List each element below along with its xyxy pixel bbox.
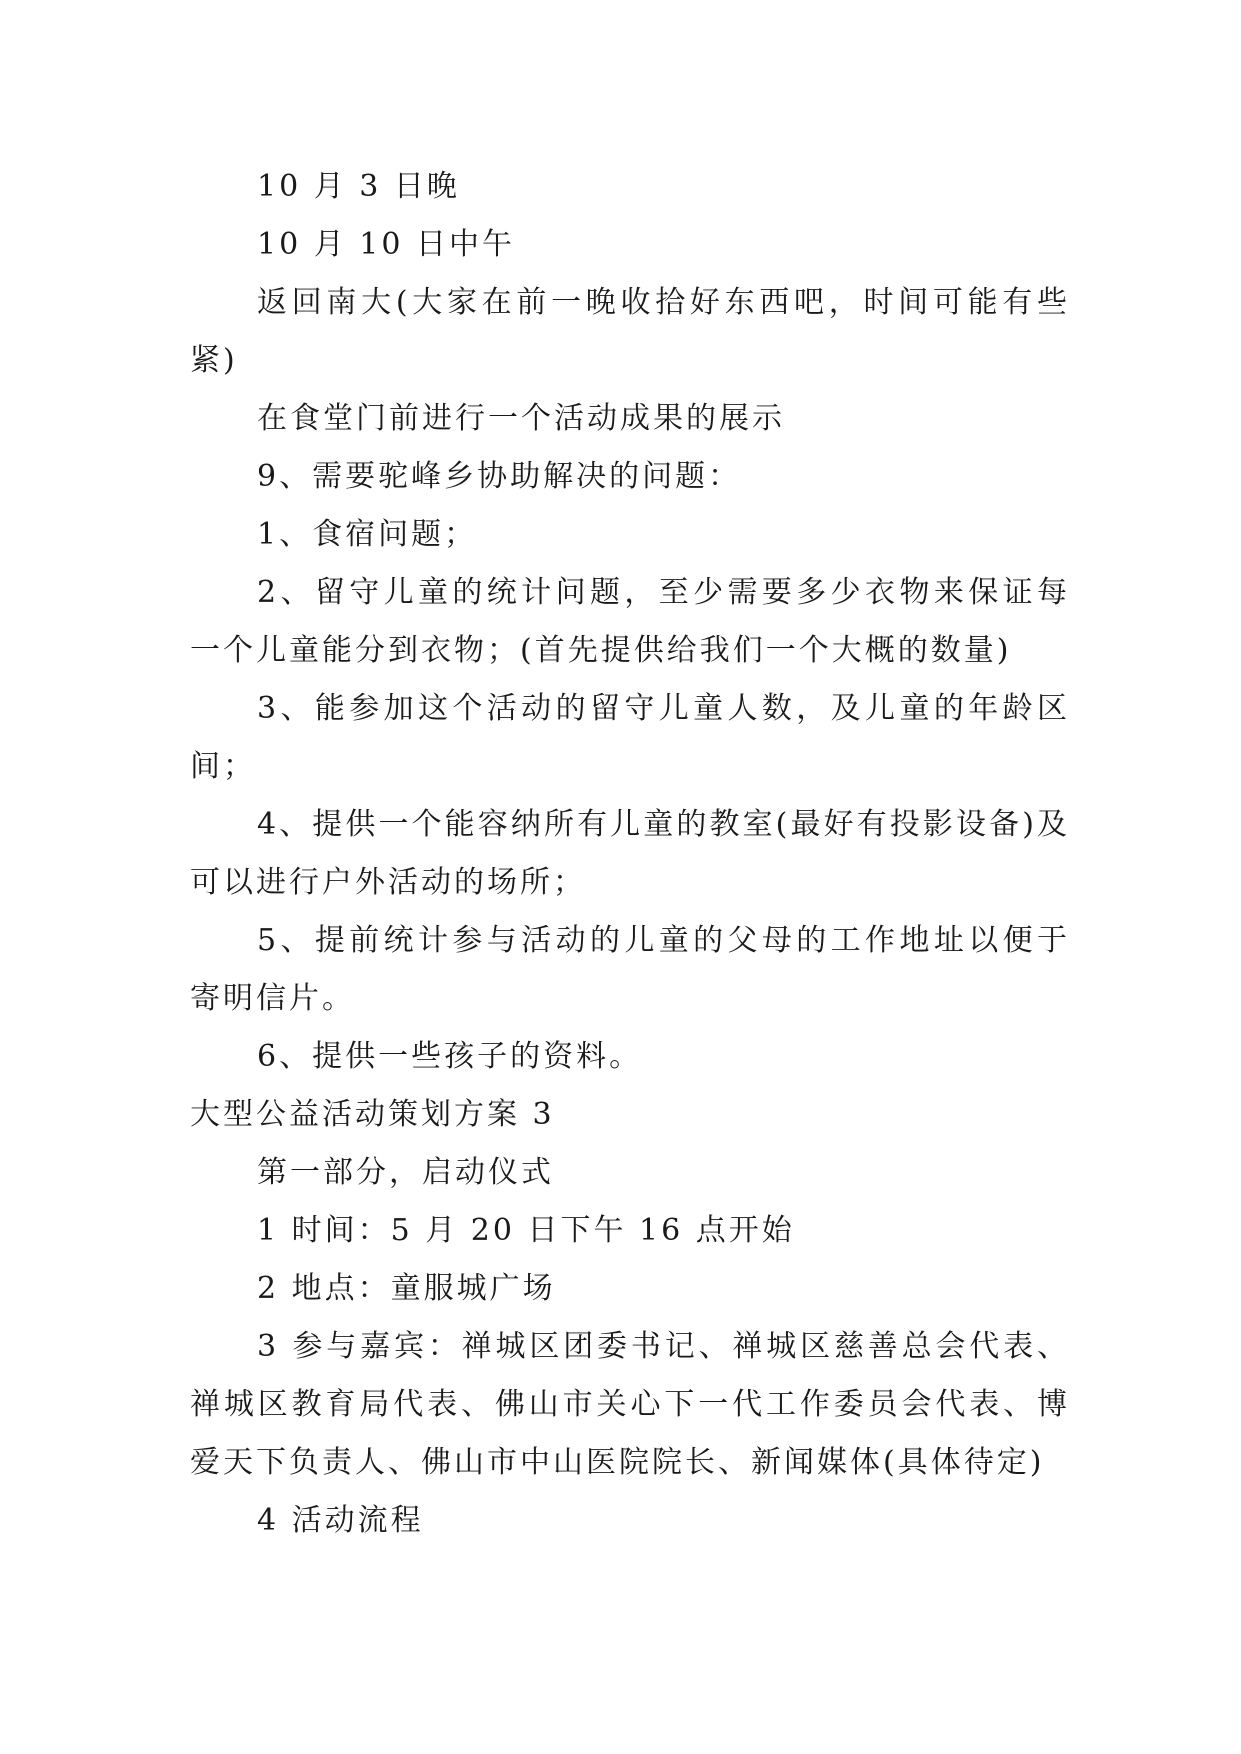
paragraph-time: 1 时间：5 月 20 日下午 16 点开始 [257, 1213, 795, 1248]
paragraph-date-oct-3: 10 月 3 日晚 [257, 169, 460, 204]
document-body [190, 158, 1070, 1550]
paragraph-return: 返回南大(大家在前一晚收拾好东西吧，时间可能有些紧) [190, 285, 1070, 378]
paragraph-guests: 3 参与嘉宾：禅城区团委书记、禅城区慈善总会代表、禅城区教育局代表、佛山市关心下一代工作委员会代表、博爱天下负责人、佛山市中山医院院长、新闻媒体(具体待定) [190, 1329, 1070, 1480]
list-item-5: 5、提前统计参与活动的儿童的父母的工作地址以便于寄明信片。 [190, 923, 1070, 1016]
paragraph-date-oct-10: 10 月 10 日中午 [257, 227, 515, 262]
paragraph-section-9: 9、需要驼峰乡协助解决的问题： [257, 459, 742, 494]
list-item-6: 6、提供一些孩子的资料。 [257, 1039, 643, 1074]
paragraph-location: 2 地点：童服城广场 [257, 1271, 556, 1306]
section-heading: 大型公益活动策划方案 3 [190, 1097, 555, 1132]
list-item-4: 4、提供一个能容纳所有儿童的教室(最好有投影设备)及可以进行户外活动的场所； [190, 807, 1070, 900]
paragraph-flow: 4 活动流程 [257, 1503, 424, 1538]
list-item-3: 3、能参加这个活动的留守儿童人数，及儿童的年龄区间； [190, 691, 1070, 784]
paragraph-exhibition: 在食堂门前进行一个活动成果的展示 [257, 401, 785, 436]
list-item-1: 1、食宿问题； [257, 517, 478, 552]
paragraph-part-one: 第一部分，启动仪式 [257, 1155, 554, 1190]
list-item-2: 2、留守儿童的统计问题，至少需要多少衣物来保证每一个儿童能分到衣物；(首先提供给我们一个大概的数量) [190, 575, 1070, 668]
